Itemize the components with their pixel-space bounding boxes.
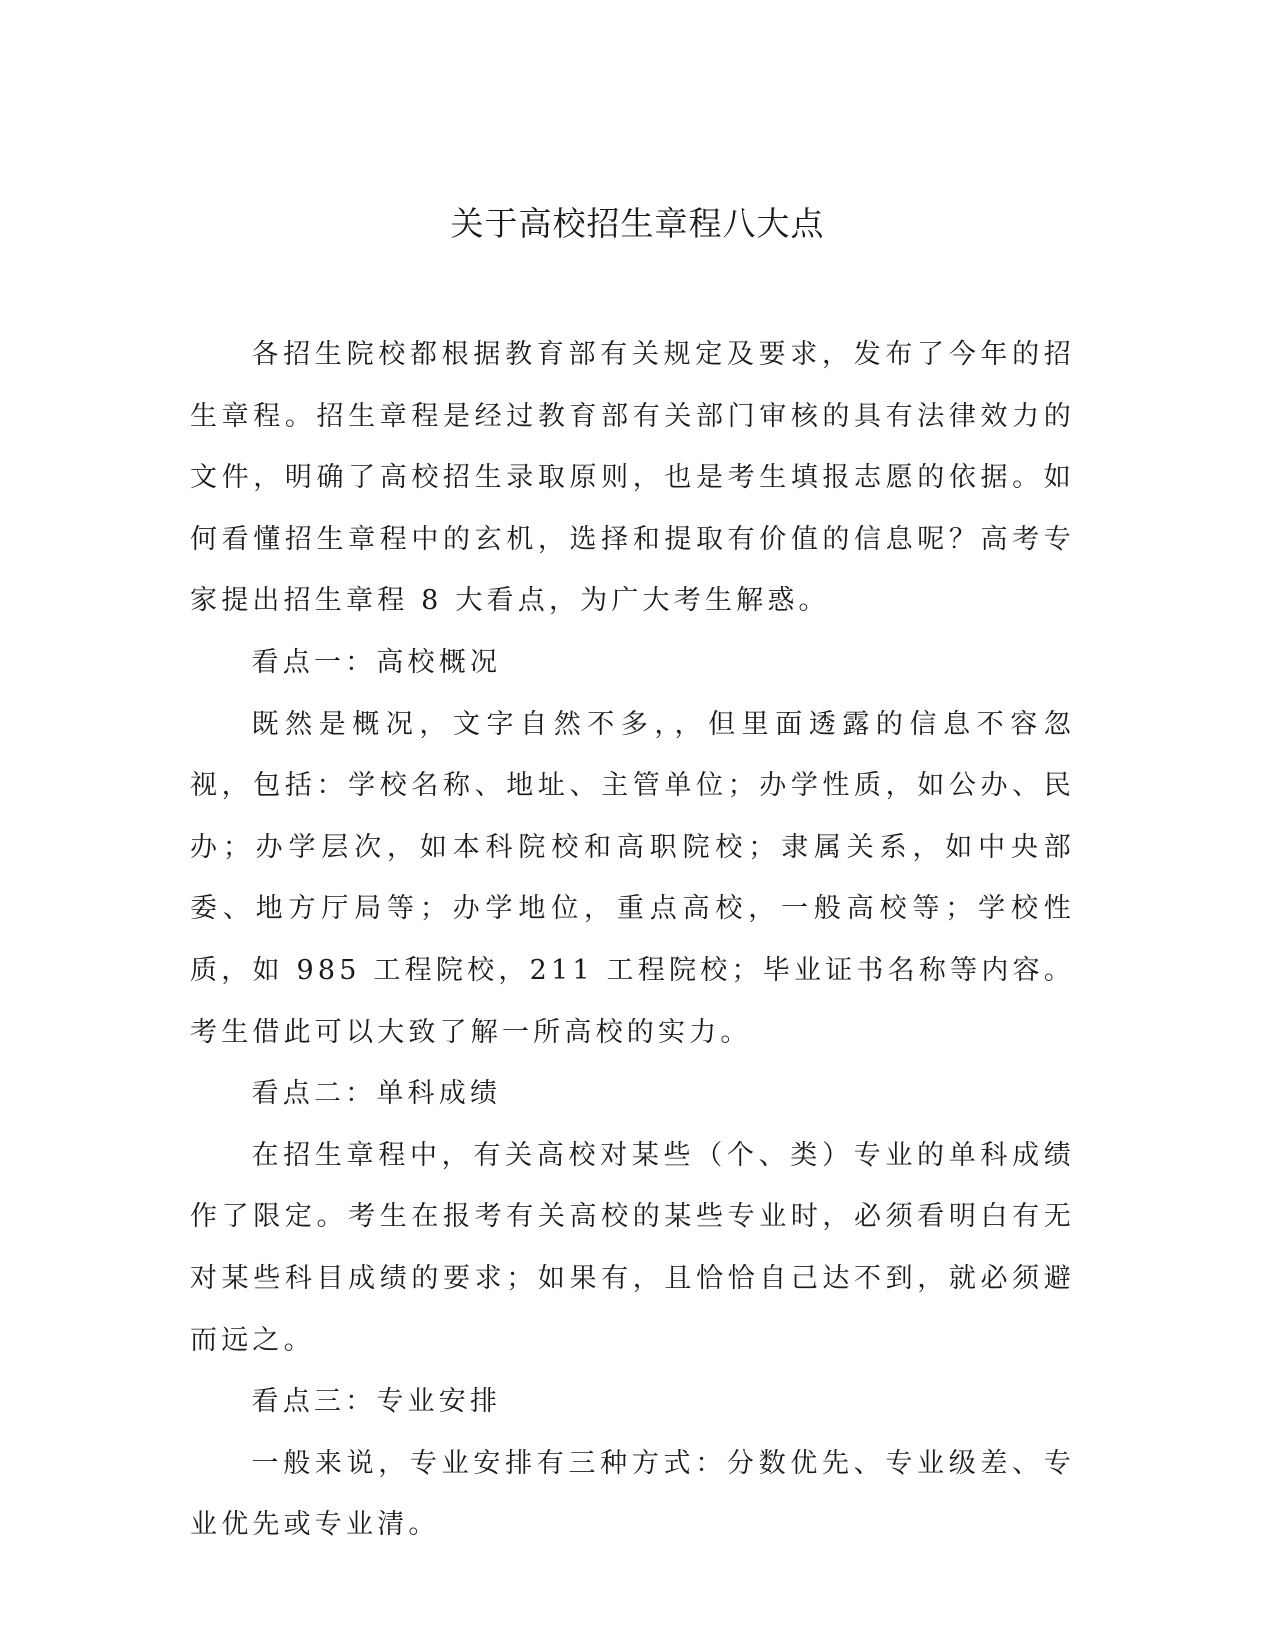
section-paragraph-1: 既然是概况，文字自然不多，，但里面透露的信息不容忽视，包括：学校名称、地址、主管单位；办学性质，如公办、民办；办学层次，如本科院校和高职院校；隶属关系，如中央部委、地方厅局等；办学地位，重点高校，一般高校等；学校性质，如 985 工程院校，211 工程院校；毕业证书名称等内容。考生借此可以大致了解一所高校的实力。 xyxy=(190,708,1075,1048)
intro-paragraph: 各招生院校都根据教育部有关规定及要求，发布了今年的招生章程。招生章程是经过教育部有关部门审核的具有法律效力的文件，明确了高校招生录取原则，也是考生填报志愿的依据。如何看懂招生章程中的玄机，选择和提取有价值的信息呢？高考专家提出招生章程 8 大看点，为广大考生解惑。 xyxy=(190,339,1075,617)
section-heading-1: 看点一：高校概况 xyxy=(251,646,502,678)
document-title: 关于高校招生章程八大点 xyxy=(450,204,825,243)
document-body xyxy=(190,324,1075,1556)
section-paragraph-2: 在招生章程中，有关高校对某些（个、类）专业的单科成绩作了限定。考生在报考有关高校的某些专业时，必须看明白有无对某些科目成绩的要求；如果有，且恰恰自己达不到，就必须避而远之。 xyxy=(190,1139,1075,1356)
section-heading-3: 看点三：专业安排 xyxy=(251,1386,502,1418)
section-heading-2: 看点二：单科成绩 xyxy=(251,1078,502,1110)
section-paragraph-3: 一般来说，专业安排有三种方式：分数优先、专业级差、专业优先或专业清。 xyxy=(190,1447,1075,1541)
